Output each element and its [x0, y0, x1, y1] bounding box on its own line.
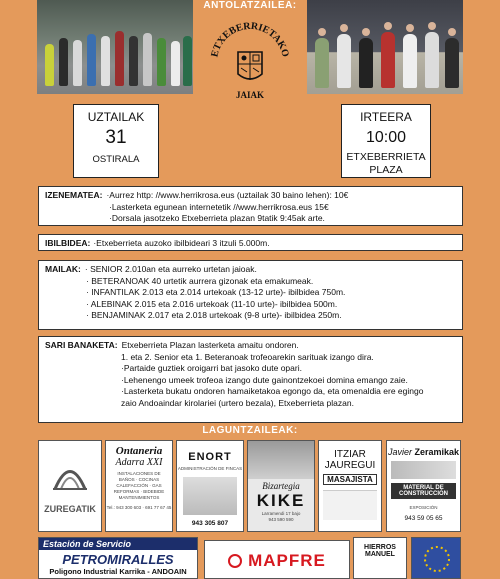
emblem-bottom-text: JAIAK: [235, 90, 265, 100]
award-item: ·Lehenengo umeek trofeoa izango dute gainontzekoei domina emango zaie.: [121, 374, 408, 385]
ontaneria-service: REFORMAS · BIDEBIDE: [113, 489, 165, 494]
emblem-shield-icon: [205, 14, 295, 104]
registration-label: IZENEMATEA:: [45, 190, 103, 200]
categories-panel: [38, 260, 463, 330]
zuregatik-name: ZUREGATIK: [44, 504, 96, 514]
hierros-title: HIERROS: [364, 544, 396, 551]
kike-phone: 943 590 590: [268, 517, 294, 522]
sponsor-blue-logo: [411, 537, 461, 579]
itziar-title: MASAJISTA: [323, 474, 377, 485]
date-weekday: OSTIRALA: [92, 154, 140, 165]
ontaneria-service: CALEFACCIÓN · GAS: [116, 483, 162, 488]
kike-title: Bizartegia: [262, 481, 300, 491]
zeramikak-image: [391, 461, 456, 479]
enort-name: ENORT: [188, 451, 232, 463]
sponsors-label: LAGUNTZAILEAK:: [202, 425, 298, 436]
registration-panel: [38, 186, 463, 226]
registration-line2: ·Lasterketa egunean internetetik //www.herrikrosa.eus 15€: [109, 201, 329, 212]
category-item: · INFANTILAK 2.013 eta 2.014 urtekoak (13-12 urte)- ibilbidea 750m.: [86, 287, 346, 297]
route-label: IBILBIDEA:: [45, 238, 91, 248]
petro-address: Poligono Industrial Karrika - ANDOAIN: [49, 567, 187, 576]
runners-photo: [37, 0, 193, 94]
enort-phone: 943 305 807: [191, 520, 229, 527]
ontaneria-service: BAÑOS · COCINAS: [118, 477, 160, 482]
zeramikak-first: Javier: [387, 447, 412, 457]
zeramikak-material: MATERIAL DE CONSTRUCCIÓN: [391, 483, 456, 499]
emblem-top-text: ETXEBERRIETAKO: [209, 20, 291, 59]
route-panel: [38, 234, 463, 251]
start-label: IRTEERA: [360, 110, 412, 124]
awards-intro: Etxeberrieta Plazan lasterketa amaitu ondoren.: [121, 340, 299, 350]
start-place-line1: ETXEBERRIETA: [346, 151, 426, 163]
zuregatik-logo-icon: [45, 449, 95, 499]
awards-panel: [38, 336, 463, 423]
zeramikak-name: Zeramikak: [414, 447, 460, 457]
ontaneria-service: INSTALACIONES DE: [117, 471, 161, 476]
sponsor-mapfre: [204, 540, 350, 579]
award-item: 1. eta 2. Senior eta 1. Beteranoak trofeoarekin sarituak izango dira.: [121, 351, 374, 362]
kike-address: Larramendi 17 bajo: [261, 511, 301, 516]
category-item: · BENJAMINAK 2.017 eta 2.018 urtekoak (9-8 urte)- ibilbidea 250m.: [86, 310, 342, 320]
awards-label: SARI BANAKETA:: [45, 340, 118, 350]
enort-subtitle: ADMINISTRACIÓN DE FINCAS: [177, 466, 243, 471]
start-place-line2: PLAZA: [369, 164, 403, 176]
sponsor-kike: [247, 440, 315, 532]
start-box: [341, 104, 431, 178]
categories-label: MAILAK:: [45, 264, 81, 274]
date-month: UZTAILAK: [87, 110, 145, 124]
organizer-label: ANTOLATZAILEA:: [203, 0, 297, 11]
itziar-services: [323, 490, 377, 520]
ontaneria-service: MANTENIMIENTOS: [118, 495, 160, 500]
sponsor-hierros-manuel: [353, 537, 407, 579]
itziar-last: JAUREGUI: [324, 460, 376, 471]
ontaneria-name: Ontaneria: [115, 445, 163, 457]
sponsor-enort: [176, 440, 244, 532]
sponsor-zuregatik: [38, 440, 102, 532]
zeramikak-exposition: EXPOSICIÓN: [409, 505, 438, 510]
award-item: zaio Andoaindar kirolariei (urtero bezala), Etxeberrieta plazan.: [121, 397, 354, 408]
sponsor-zeramikak: [386, 440, 461, 532]
start-time: 10:00: [365, 129, 407, 146]
sponsor-ontaneria: [105, 440, 173, 532]
etxeberrieta-emblem: [205, 14, 295, 104]
category-item: · BETERANOAK 40 urtetik aurrera gizonak eta emakumeak.: [86, 275, 314, 286]
award-item: ·Partaide guztiek oroigarri bat jasoko dute opari.: [121, 363, 302, 373]
date-box: [73, 104, 159, 178]
award-item: ·Lasterketa bukatu ondoren hamaiketakoa egongo da, eta omenaldia ere egingo: [121, 386, 424, 396]
petro-name: PETROMIRALLES: [62, 552, 174, 567]
kike-photo: [248, 441, 314, 479]
mapfre-name: MAPFRE: [248, 551, 326, 570]
kike-name: KIKE: [256, 491, 306, 510]
category-item: · SENIOR 2.010an eta aurreko urtetan jaioak.: [84, 264, 257, 274]
stars-logo-icon: [412, 538, 461, 579]
enort-building-image: [183, 477, 237, 515]
ontaneria-subname: Adarra XXI: [115, 457, 163, 468]
petro-service: Estación de Servicio: [39, 538, 197, 550]
sponsor-itziar: [318, 440, 382, 532]
registration-line3: ·Dorsala jasotzeko Etxeberrieta plazan 9tatik 9:45ak arte.: [109, 213, 325, 223]
podium-photo: [307, 0, 463, 94]
category-item: · ALEBINAK 2.015 eta 2.016 urtekoak (11-10 urte)- ibilbidea 500m.: [86, 298, 338, 309]
registration-line1: ·Aurrez http: //www.herrikrosa.eus (uztailak 30 baino lehen): 10€: [106, 190, 349, 200]
zeramikak-phone: 943 59 05 65: [404, 515, 443, 522]
itziar-first: ITZIAR: [334, 449, 366, 460]
date-day: 31: [105, 127, 127, 148]
ontaneria-phone: Tel.: 943 300 603 · 691 77 67 45: [106, 505, 172, 510]
route-text: ·Etxeberrieta auzoko ibilbideari 3 itzuli 5.000m.: [93, 238, 270, 248]
mapfre-logo-icon: [228, 554, 242, 568]
sponsor-petromiralles: [38, 537, 198, 579]
hierros-name: MANUEL: [365, 551, 395, 558]
